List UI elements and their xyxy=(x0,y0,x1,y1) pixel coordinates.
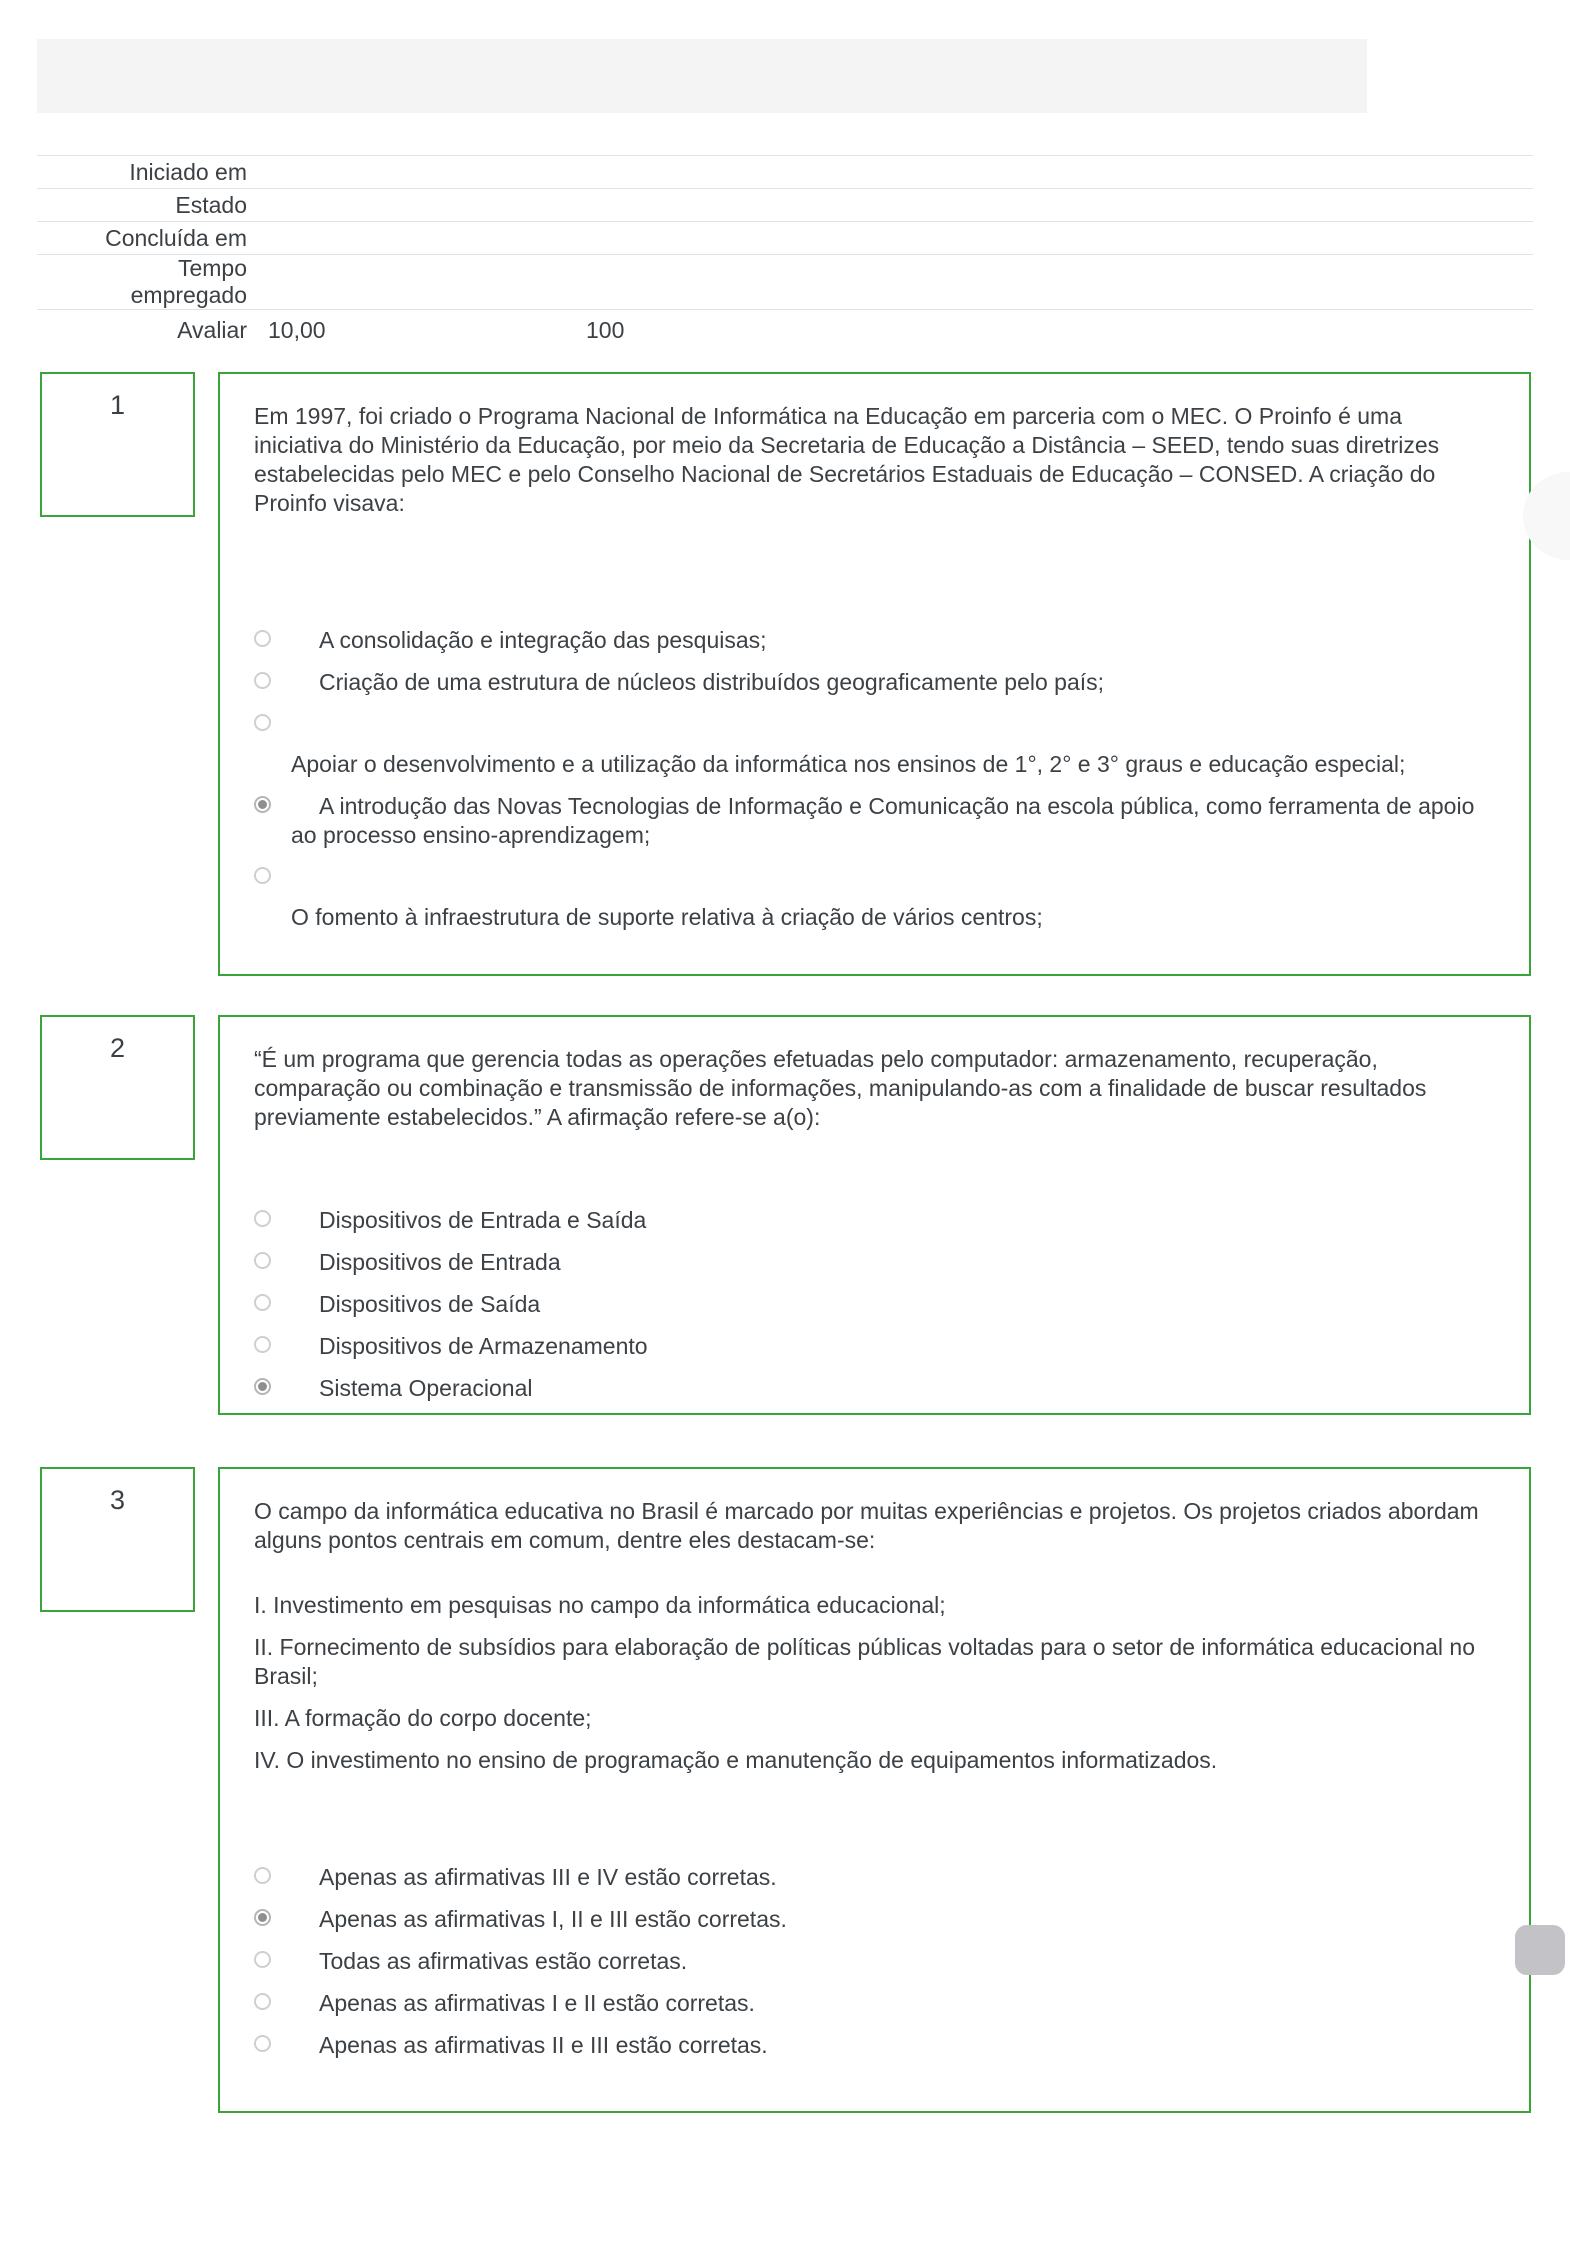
question-number: 1 xyxy=(40,372,195,517)
answer-option-label[interactable]: Dispositivos de Entrada e Saída xyxy=(319,1207,647,1233)
statement-item: I. Investimento em pesquisas no campo da informática educacional; xyxy=(254,1592,946,1618)
question-text: Em 1997, foi criado o Programa Nacional de Informática na Educação em parceria com o MEC. O Proinfo é uma iniciativa do Ministério da Educação, por meio da Secretaria de Educação a Distância – SEED, tendo suas diretrizes estabelecidas pelo MEC e pelo Conselho Nacional de Secretários Estaduais de Educação – CONSED. A criação do Proinfo visava: xyxy=(254,403,1440,516)
radio-icon[interactable] xyxy=(254,714,271,731)
scroll-handle-button[interactable] xyxy=(1515,1925,1565,1975)
answer-option-label[interactable]: Apoiar o desenvolvimento e a utilização da informática nos ensinos de 1°, 2° e 3° graus e educação especial; xyxy=(291,751,1406,777)
radio-selected-icon[interactable] xyxy=(254,1378,271,1395)
answer-option[interactable] xyxy=(254,792,1489,850)
statement-items xyxy=(254,1591,1489,1775)
answer-option[interactable] xyxy=(254,710,1489,779)
statement-item: II. Fornecimento de subsídios para elaboração de políticas públicas voltadas para o setor de informática educacional no Brasil; xyxy=(254,1634,1475,1689)
radio-icon[interactable] xyxy=(254,1336,271,1353)
radio-icon[interactable] xyxy=(254,2035,271,2052)
radio-icon[interactable] xyxy=(254,1867,271,1884)
answer-option[interactable] xyxy=(254,1947,1489,1976)
answer-option-label[interactable]: A consolidação e integração das pesquisas; xyxy=(319,627,767,653)
question-box xyxy=(218,1015,1531,1415)
answer-option[interactable] xyxy=(254,863,1489,932)
answer-option[interactable] xyxy=(254,1248,1489,1277)
summary-row xyxy=(37,221,1533,254)
answer-option-label[interactable]: Dispositivos de Armazenamento xyxy=(319,1333,648,1359)
answer-option-label[interactable]: Apenas as afirmativas III e IV estão corretas. xyxy=(319,1864,777,1890)
radio-icon[interactable] xyxy=(254,1210,271,1227)
summary-label: Iniciado em xyxy=(129,158,247,185)
grade-max-value: 100 xyxy=(586,317,625,343)
question-box xyxy=(218,372,1531,976)
summary-row xyxy=(37,188,1533,221)
radio-icon[interactable] xyxy=(254,1951,271,1968)
header-placeholder-bar xyxy=(37,39,1367,113)
answer-option-label[interactable]: O fomento à infraestrutura de suporte relativa à criação de vários centros; xyxy=(291,904,1043,930)
summary-row xyxy=(37,155,1533,188)
answer-option[interactable] xyxy=(254,668,1489,697)
grade-value: 10,00 xyxy=(268,317,326,343)
answer-options xyxy=(254,626,1489,932)
summary-row xyxy=(37,254,1533,309)
radio-icon[interactable] xyxy=(254,672,271,689)
answer-option-label[interactable]: Apenas as afirmativas I e II estão corretas. xyxy=(319,1990,755,2016)
summary-label: Avaliar xyxy=(177,317,247,343)
summary-row-grade xyxy=(37,309,1533,349)
radio-selected-icon[interactable] xyxy=(254,796,271,813)
radio-icon[interactable] xyxy=(254,867,271,884)
answer-option[interactable] xyxy=(254,1863,1489,1892)
answer-option-label[interactable]: Apenas as afirmativas II e III estão corretas. xyxy=(319,2032,768,2058)
answer-option[interactable] xyxy=(254,2031,1489,2060)
question-number: 2 xyxy=(40,1015,195,1160)
answer-option-label[interactable]: Dispositivos de Saída xyxy=(319,1291,541,1317)
answer-option-label[interactable]: Todas as afirmativas estão corretas. xyxy=(319,1948,688,1974)
radio-icon[interactable] xyxy=(254,630,271,647)
answer-option-label[interactable]: Dispositivos de Entrada xyxy=(319,1249,561,1275)
answer-option[interactable] xyxy=(254,1905,1489,1934)
summary-label: Tempo empregado xyxy=(130,255,247,308)
answer-option-label[interactable]: Sistema Operacional xyxy=(319,1375,533,1401)
attempt-summary-table xyxy=(37,155,1533,349)
answer-option[interactable] xyxy=(254,1206,1489,1235)
statement-item: IV. O investimento no ensino de programação e manutenção de equipamentos informatizados. xyxy=(254,1747,1218,1773)
radio-icon[interactable] xyxy=(254,1993,271,2010)
answer-options xyxy=(254,1206,1489,1403)
answer-option-label[interactable]: A introdução das Novas Tecnologias de Informação e Comunicação na escola pública, como ferramenta de apoio ao processo ensino-aprendizagem; xyxy=(291,793,1475,848)
answer-option-label[interactable]: Criação de uma estrutura de núcleos distribuídos geograficamente pelo país; xyxy=(319,669,1105,695)
summary-label: Estado xyxy=(175,191,247,218)
question-number: 3 xyxy=(40,1467,195,1612)
summary-label: Concluída em xyxy=(105,224,247,251)
radio-selected-icon[interactable] xyxy=(254,1909,271,1926)
question-text: O campo da informática educativa no Brasil é marcado por muitas experiências e projetos. Os projetos criados abordam alguns pontos centrais em comum, dentre eles destacam-se: xyxy=(254,1498,1479,1553)
answer-options xyxy=(254,1863,1489,2060)
statement-item: III. A formação do corpo docente; xyxy=(254,1705,592,1731)
answer-option[interactable] xyxy=(254,626,1489,655)
answer-option[interactable] xyxy=(254,1290,1489,1319)
radio-icon[interactable] xyxy=(254,1294,271,1311)
question-box xyxy=(218,1467,1531,2113)
answer-option-label[interactable]: Apenas as afirmativas I, II e III estão corretas. xyxy=(319,1906,787,1932)
answer-option[interactable] xyxy=(254,1374,1489,1403)
summary-grade-values xyxy=(247,317,1533,344)
answer-option[interactable] xyxy=(254,1989,1489,2018)
question-text: “É um programa que gerencia todas as operações efetuadas pelo computador: armazenamento, recuperação, comparação ou combinação e transmissão de informações, manipulando-as com a finalidade de buscar resultados previamente estabelecidos.” A afirmação refere-se a(o): xyxy=(254,1046,1427,1130)
answer-option[interactable] xyxy=(254,1332,1489,1361)
radio-icon[interactable] xyxy=(254,1252,271,1269)
